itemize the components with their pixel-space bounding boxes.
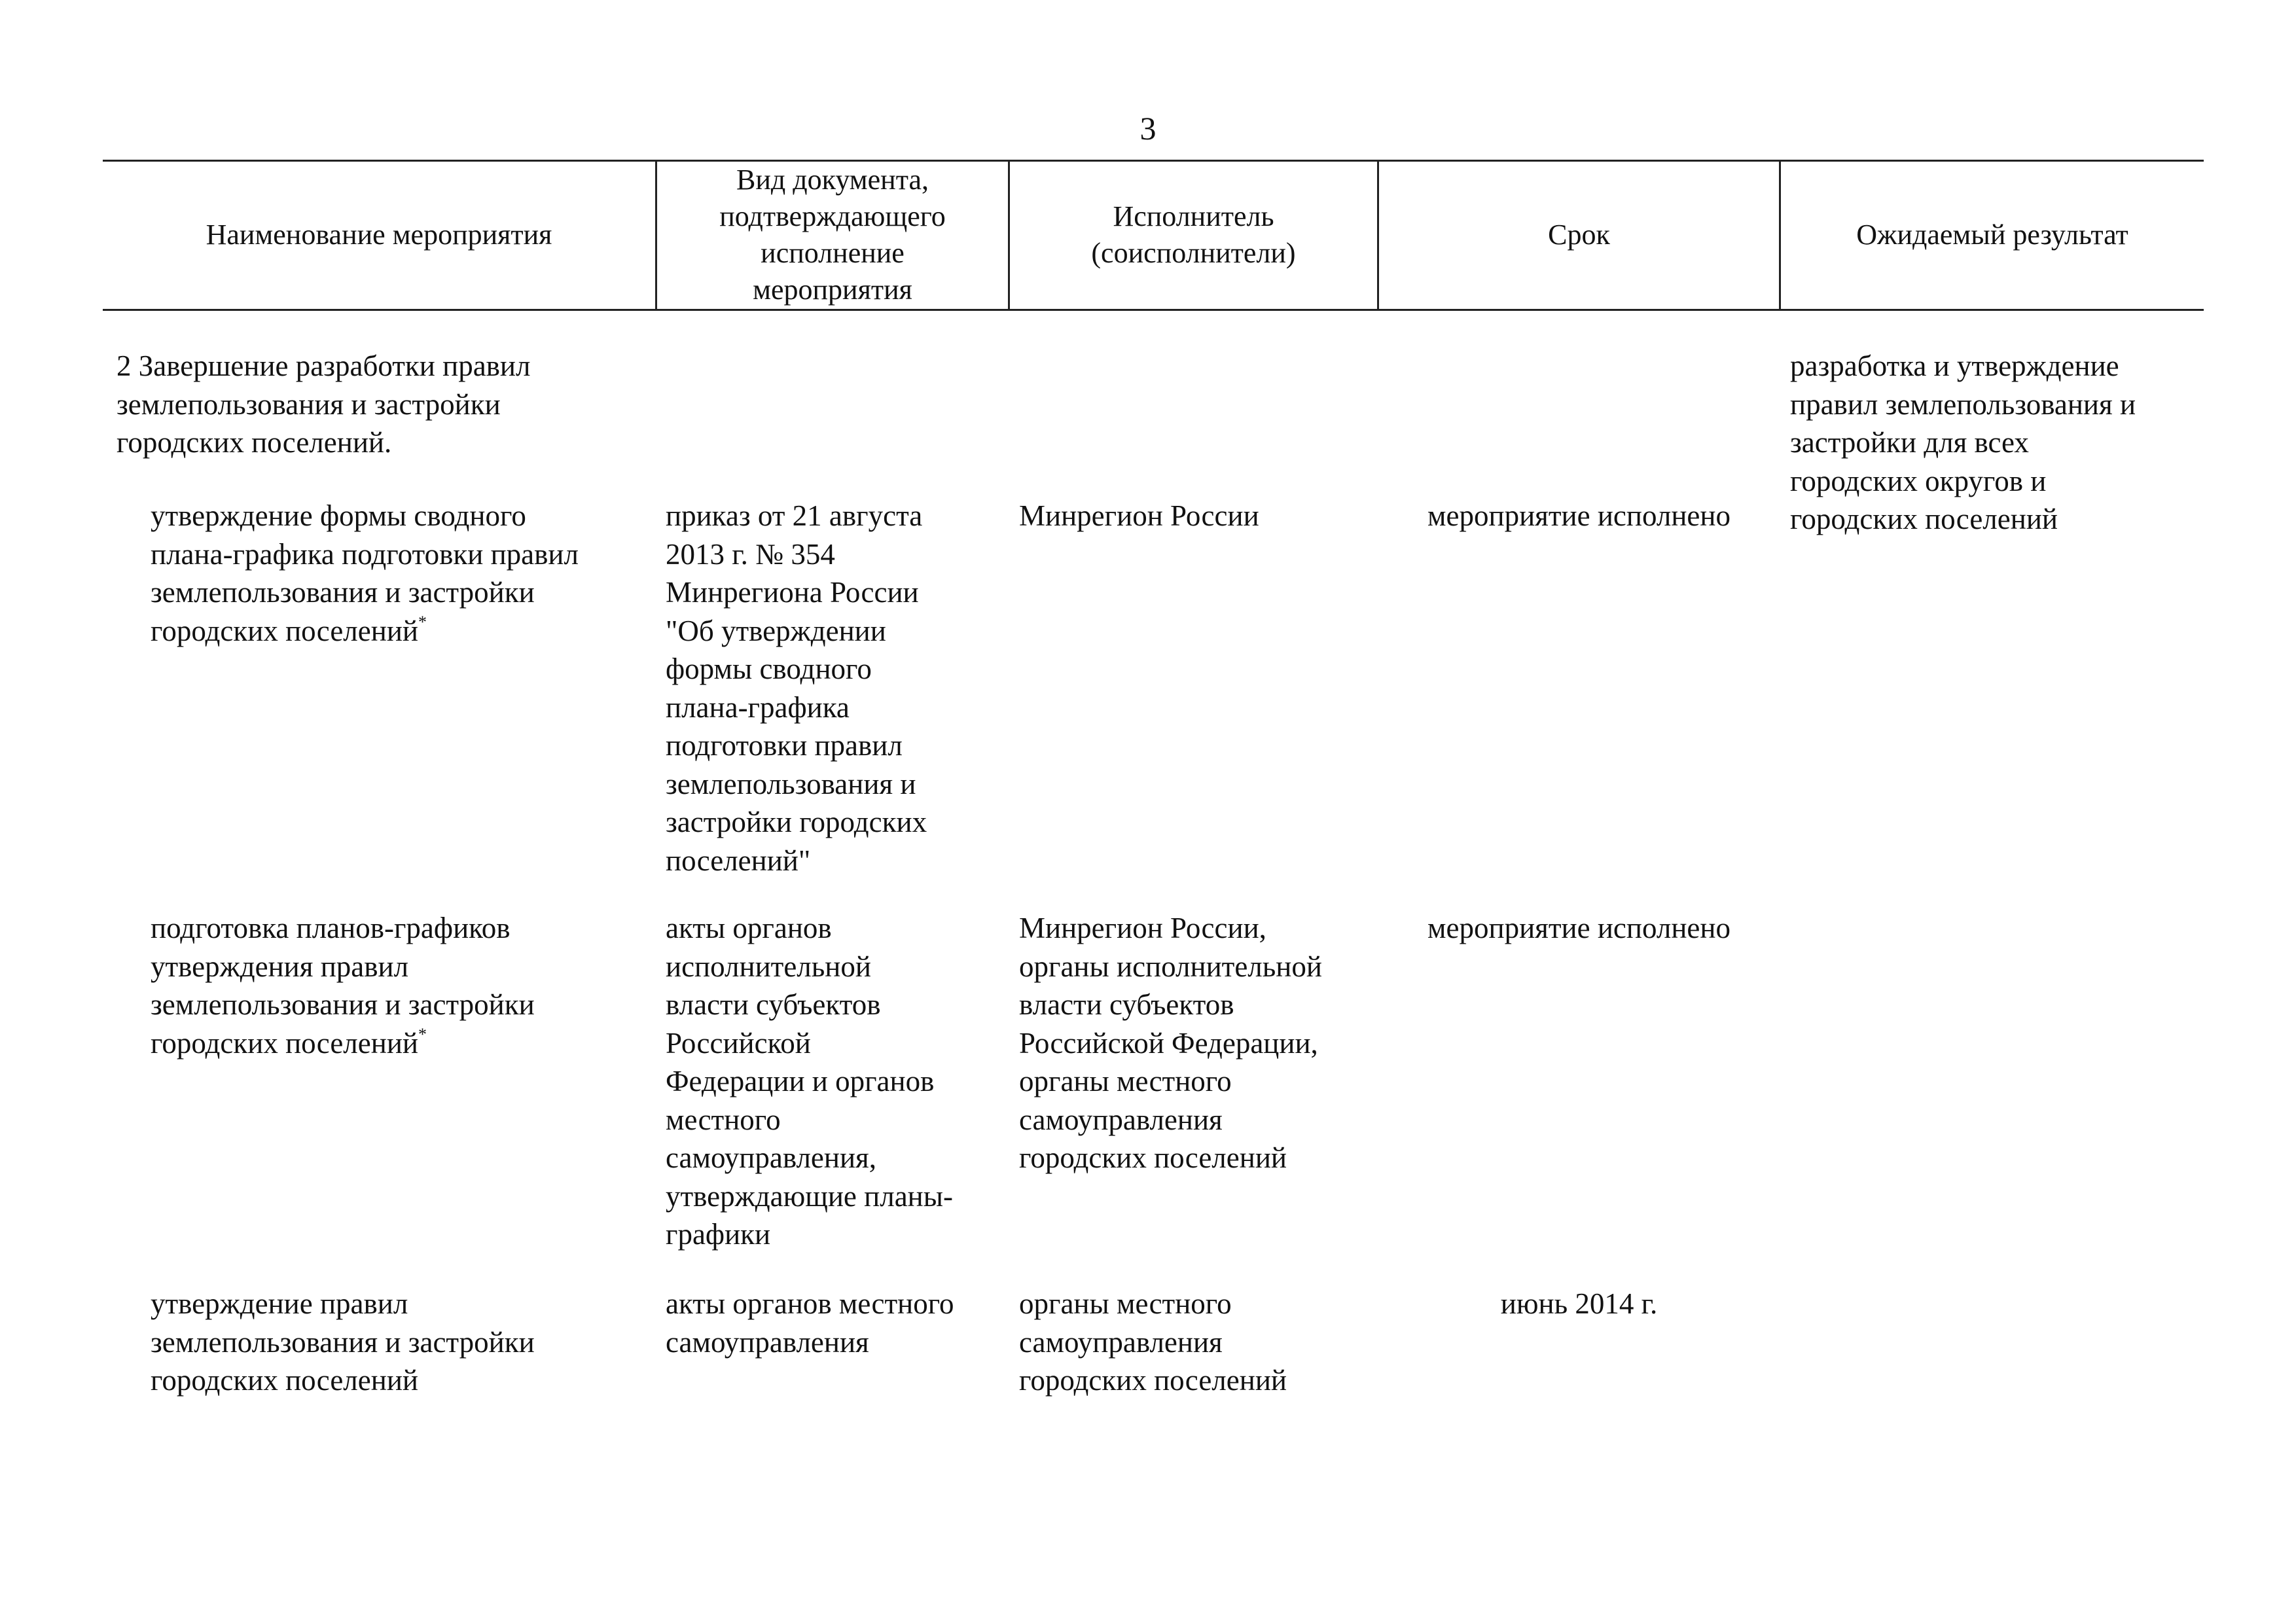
row-name-text: утверждение правил землепользования и застройки городских поселений [151, 1287, 535, 1397]
page-number: 3 [1139, 110, 1157, 147]
section-title: 2 Завершение разработки правил землепользования и застройки городских поселений. [117, 349, 531, 459]
table-row-deadline: мероприятие исполнено [1427, 912, 1731, 944]
table-row-executor: Минрегион России, органы исполнительной власти субъектов Российской Федерации, органы местного самоуправления городских поселений [1019, 912, 1322, 1174]
header-result: Ожидаемый результат [1856, 219, 2128, 251]
header-doc-type: Вид документа, подтверждающего исполнение мероприятия [719, 164, 946, 306]
table-row-executor: органы местного самоуправления городских поселений [1019, 1287, 1287, 1397]
table-row-name [151, 497, 655, 650]
table-row-executor: Минрегион России [1019, 499, 1259, 532]
footnote-mark: * [418, 1024, 427, 1044]
table-row-doc: акты органов местного самоуправления [666, 1287, 954, 1359]
table-header-rule [103, 309, 2204, 311]
table-row-name [151, 909, 655, 1062]
table-row-name [151, 1285, 655, 1400]
table-row-deadline: мероприятие исполнено [1427, 499, 1731, 532]
row-name-text: утверждение формы сводного плана-графика подготовки правил землепользования и застройки городских поселений [151, 499, 579, 647]
header-name: Наименование мероприятия [206, 219, 552, 251]
section-expected-result: разработка и утверждение правил землепользования и застройки для всех городских округов и городских поселений [1790, 349, 2136, 535]
table-row-deadline: июнь 2014 г. [1500, 1287, 1658, 1320]
row-name-text: подготовка планов-графиков утверждения правил землепользования и застройки городских поселений [151, 912, 535, 1060]
header-deadline: Срок [1548, 219, 1610, 251]
footnote-mark: * [418, 612, 427, 632]
table-row-doc: приказ от 21 августа 2013 г. № 354 Минрегиона России "Об утверждении формы сводного плана-графика подготовки правил землепользования и застройки городских поселений" [666, 499, 927, 877]
header-executor: Исполнитель (соисполнители) [1091, 200, 1296, 269]
table-row-doc: акты органов исполнительной власти субъектов Российской Федерации и органов местного самоуправления, утверждающие планы- графики [666, 912, 953, 1251]
